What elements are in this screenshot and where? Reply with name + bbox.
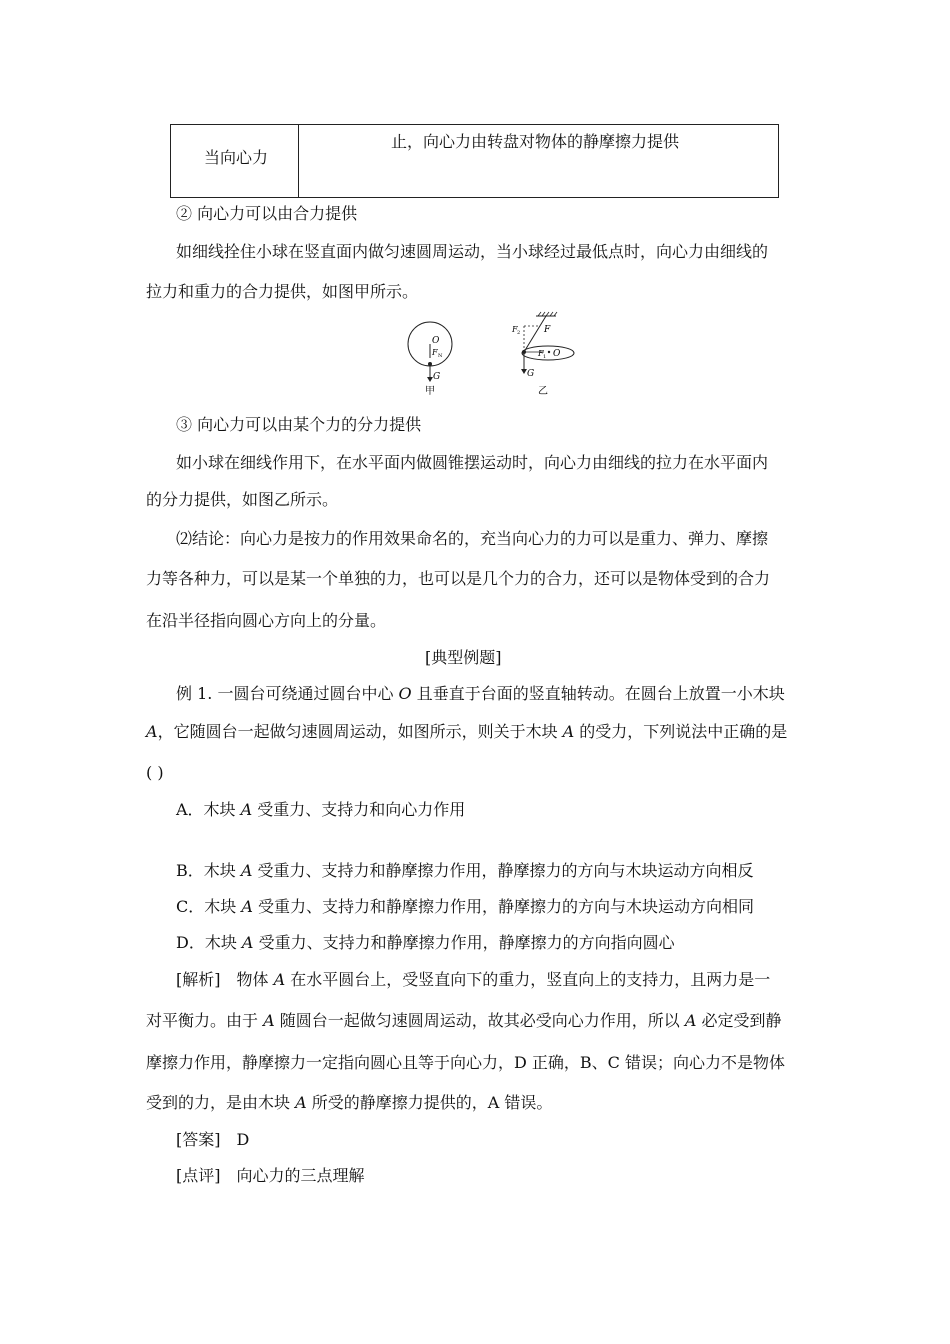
figure-caption: 甲: [425, 386, 435, 397]
answer-line: [答案] D: [176, 1130, 250, 1149]
label-fn-sub: N: [438, 353, 443, 359]
analysis-line: [解析] 物体 A 在水平圆台上，受竖直向下的重力，竖直向上的支持力，且两力是一: [176, 970, 771, 989]
text-line: 的分力提供，如图乙所示。: [146, 490, 339, 509]
answer-parentheses: ( ): [146, 763, 164, 782]
ball-dot: [428, 362, 432, 366]
table-cell-left: [171, 125, 299, 197]
label-f2: F: [512, 325, 518, 334]
figure-caption: 乙: [538, 386, 548, 397]
label-f1: F: [538, 349, 544, 358]
analysis-line: 受到的力，是由木块 A 所受的静摩擦力提供的，A 错误。: [146, 1093, 553, 1112]
option-c: C．木块 A 受重力、支持力和静摩擦力作用，静摩擦力的方向与木块运动方向相同: [176, 897, 754, 916]
hatch: [538, 312, 541, 316]
ball-dot: [522, 350, 526, 354]
label-g: G: [527, 369, 535, 379]
text-line: 力等各种力，可以是某一个单独的力，也可以是几个力的合力，还可以是物体受到的合力: [146, 569, 771, 588]
label-o: O: [553, 349, 561, 359]
orbit-ellipse: [522, 346, 574, 360]
option-a: A．木块 A 受重力、支持力和向心力作用: [176, 800, 466, 819]
label-o: O: [432, 336, 440, 346]
label-f: F: [544, 325, 551, 335]
section-heading: [典型例题]: [425, 648, 502, 667]
example-line: 例 1. 一圆台可绕通过圆台中心 O 且垂直于台面的竖直轴转动。在圆台上放置一小木块: [176, 684, 785, 703]
text-line: ③ 向心力可以由某个力的分力提供: [176, 415, 422, 434]
analysis-line: 摩擦力作用，静摩擦力一定指向圆心且等于向心力，D 正确，B、C 错误；向心力不是物体: [146, 1053, 786, 1072]
text-line: 如细线拴住小球在竖直面内做匀速圆周运动，当小球经过最低点时，向心力由细线的: [176, 242, 769, 261]
text-line: 在沿半径指向圆心方向上的分量。: [146, 611, 387, 630]
example-line: A，它随圆台一起做匀速圆周运动，如图所示，则关于木块 A 的受力，下列说法中正确的是: [146, 722, 788, 741]
option-d: D．木块 A 受重力、支持力和静摩擦力作用，静摩擦力的方向指向圆心: [176, 933, 675, 952]
hatch: [546, 312, 549, 316]
option-b: B．木块 A 受重力、支持力和静摩擦力作用，静摩擦力的方向与木块运动方向相反: [176, 861, 754, 880]
hatch: [542, 312, 545, 316]
text-line: 如小球在细线作用下，在水平面内做圆锥摆运动时，向心力由细线的拉力在水平面内: [176, 453, 769, 472]
label-f2-sub: 2: [517, 330, 521, 336]
table-cell-left-text: 当向心力: [204, 148, 269, 167]
figure-yi: [508, 310, 588, 398]
comment-line: [点评] 向心力的三点理解: [176, 1166, 365, 1185]
figure-jia: [400, 318, 460, 398]
info-table: [170, 124, 779, 198]
table-cell-right-text: 止，向心力由转盘对物体的静摩擦力提供: [391, 132, 680, 151]
text-line: 拉力和重力的合力提供，如图甲所示。: [146, 282, 419, 301]
center-dot: [548, 351, 550, 353]
label-g: G: [433, 372, 441, 382]
analysis-line: 对平衡力。由于 A 随圆台一起做匀速圆周运动，故其必受向心力作用，所以 A 必定受到静: [146, 1011, 782, 1030]
label-fn: F: [432, 348, 438, 357]
text-line: ⑵结论：向心力是按力的作用效果命名的，充当向心力的力可以是重力、弹力、摩擦: [176, 529, 769, 548]
hatch: [550, 312, 553, 316]
hatch: [554, 312, 557, 316]
text-line: ② 向心力可以由合力提供: [176, 204, 358, 223]
label-f1-sub: 1: [543, 354, 547, 360]
